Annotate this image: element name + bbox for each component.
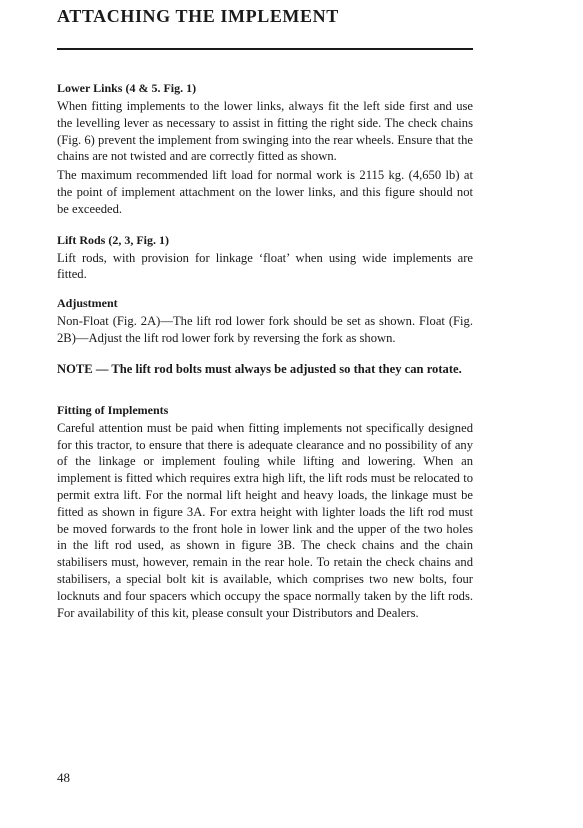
page-title: ATTACHING THE IMPLEMENT <box>57 6 339 26</box>
section-adjustment <box>57 295 473 347</box>
paragraph-lift-rods: Lift rods, with provision for linkage ‘float’ when using wide implements are fitted. <box>57 250 473 282</box>
paragraph-lower-links-max-load: The maximum recommended lift load for normal work is 2115 kg. (4,650 lb) at the point of implement attachment on the lower links, and this figure should not be exceeded. <box>57 168 473 216</box>
section-heading-lower-links: Lower Links (4 & 5. Fig. 1) <box>57 81 197 95</box>
section-lift-rods <box>57 232 473 284</box>
page-number: 48 <box>57 770 70 785</box>
paragraph-fitting-implements: Careful attention must be paid when fitting implements not specifically designed for this tractor, to ensure that there is adequate clearance and no possibility of any of the linkage or implement fouling while lifting and lowering. When an implement is fitted which requires extra high lift, the lift rods must be relocated to permit extra lift. For the normal lift height and heavy loads, the linkage must be fitted as shown in figure 3A. For extra height with lighter loads the lift rod must be moved forwards to the front hole in lower link and the upper of the two holes in the lift rod used, as shown in figure 3B. The check chains and the chain stabilisers must, however, remain in the rear hole. To retain the check chains and stabilisers, a special bolt kit is available, which comprises two new bolts, four locknuts and four spacers which occupy the space normally taken by the lift rods. For availability of this kit, please consult your Distributors and Dealers. <box>57 420 473 620</box>
section-lower-links <box>57 80 473 218</box>
section-heading-fitting-implements: Fitting of Implements <box>57 402 169 417</box>
section-fitting-implements <box>57 402 473 622</box>
page-content <box>57 80 473 621</box>
paragraph-lower-links-fitting: When fitting implements to the lower links, always fit the left side first and use the levelling lever as necessary to assist in fitting the right side. The check chains (Fig. 6) prevent the implement from swinging into the rear wheels. Ensure that the chains are not twisted and are correctly fitted as shown. <box>57 99 473 164</box>
section-heading-lift-rods: Lift Rods (2, 3, Fig. 1) <box>57 232 169 247</box>
note-lift-rod-bolts: NOTE — The lift rod bolts must always be adjusted so that they can rotate. <box>57 361 462 376</box>
title-divider <box>57 48 473 50</box>
paragraph-adjustment: Non-Float (Fig. 2A)—The lift rod lower fork should be set as shown. Float (Fig. 2B)—Adjust the lift rod lower fork by reversing the fork as shown. <box>57 314 473 345</box>
section-heading-adjustment: Adjustment <box>57 296 118 311</box>
